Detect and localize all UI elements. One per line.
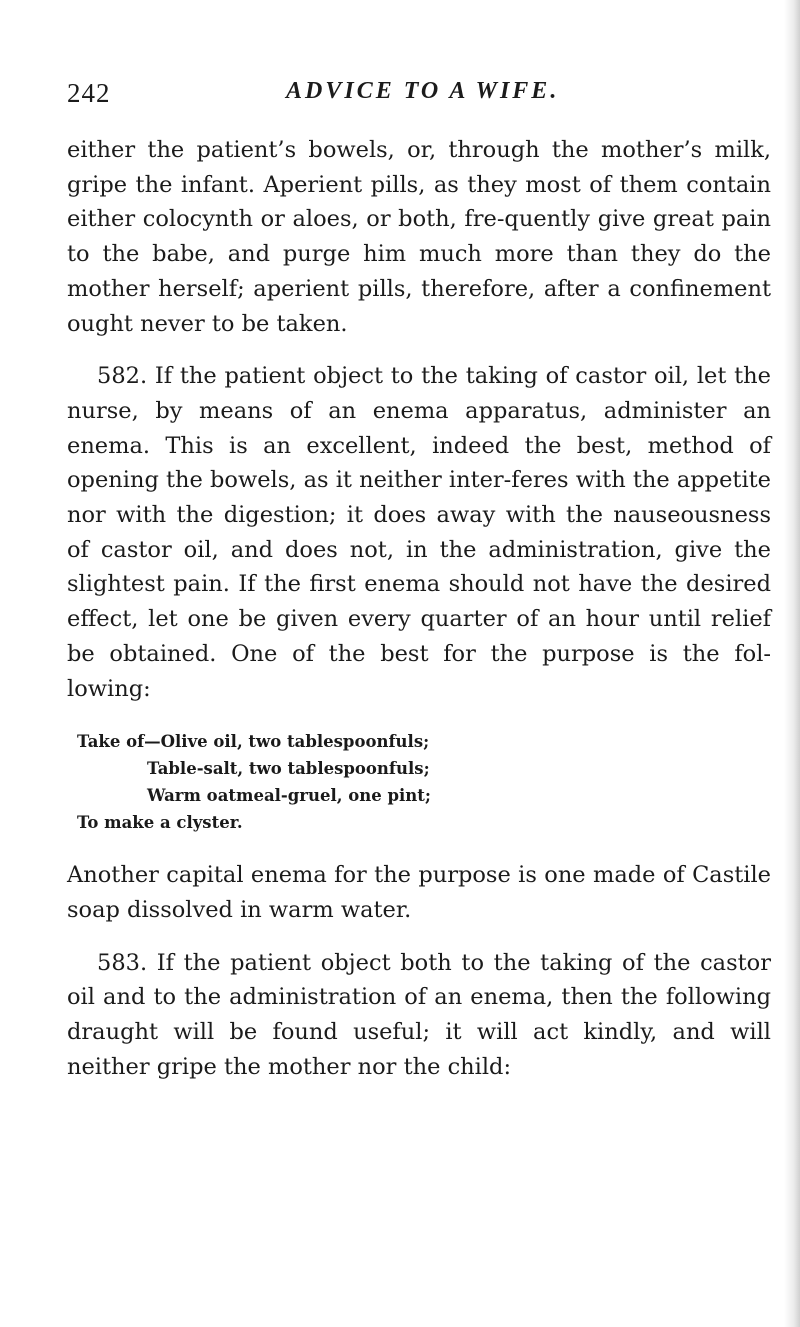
- page-edge-shadow: [784, 0, 800, 1327]
- recipe-block: [77, 728, 771, 836]
- running-title: ADVICE TO A WIFE.: [286, 78, 560, 104]
- recipe-line: Table-salt, two tablespoonfuls;: [147, 759, 430, 779]
- paragraph-continuation: either the patient’s bowels, or, through the mother’s milk, gripe the infant. Aperient pills, as they most of them contain either colocynth or aloes, or both, fre-quently give great pain to the babe, and purge him much more than they do the mother herself; aperient pills, therefore, after a confinement ought never to be taken.: [67, 137, 771, 337]
- page-header: [67, 78, 767, 112]
- body-text: [67, 133, 771, 1084]
- recipe-line: Warm oatmeal-gruel, one pint;: [147, 786, 432, 806]
- recipe-line: Take of—Olive oil, two tablespoonfuls;: [77, 732, 430, 752]
- page-number: 242: [67, 78, 111, 108]
- recipe-line: To make a clyster.: [77, 813, 243, 833]
- paragraph-583: 583. If the patient object both to the taking of the castor oil and to the administration of an enema, then the following draught will be found useful; it will act kindly, and will neither gripe the mother nor the child:: [67, 949, 771, 1080]
- paragraph-582: 582. If the patient object to the taking of castor oil, let the nurse, by means of an enema apparatus, administer an enema. This is an excellent, indeed the best, method of opening the bowels, as it neither inter-feres with the appetite nor with the digestion; it does away with the nauseousness of castor oil, and does not, in the administration, give the slightest pain. If the first enema should not have the desired effect, let one be given every quarter of an hour until relief be obtained. One of the best for the purpose is the fol-lowing:: [67, 363, 771, 702]
- paragraph-capital-enema: Another capital enema for the purpose is one made of Castile soap dissolved in warm water.: [67, 862, 771, 923]
